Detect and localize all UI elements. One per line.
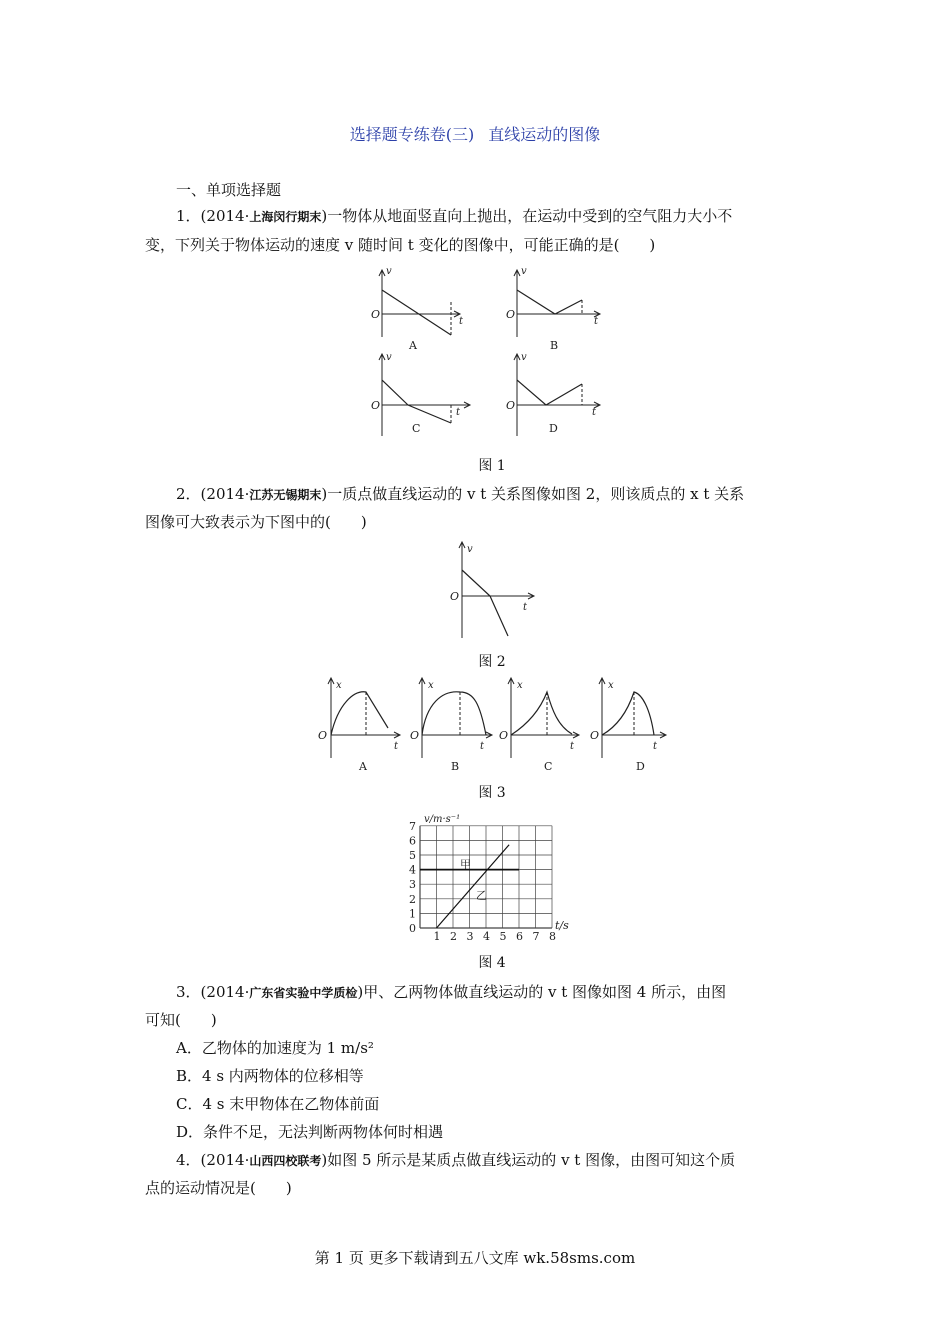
q2-source-close: ) xyxy=(321,485,328,503)
svg-text:O: O xyxy=(590,729,600,742)
svg-text:x: x xyxy=(608,680,614,691)
figure-3-label-a: A xyxy=(359,760,367,773)
question-1-line-1 xyxy=(176,204,732,229)
question-1-line-2: 变，下列关于物体运动的速度 v 随时间 t 变化的图像中，可能正确的是( ) xyxy=(145,236,656,254)
figure-4-y-tick-label: 2 xyxy=(409,892,416,906)
svg-text:t: t xyxy=(523,602,528,613)
section-heading: 一、单项选择题 xyxy=(176,181,282,199)
svg-text:t: t xyxy=(653,741,658,752)
q4-text-a: 如图 5 所示是某质点做直线运动的 v t 图像，由图可知这个质 xyxy=(327,1151,736,1169)
question-2-line-2: 图像可大致表示为下图中的( ) xyxy=(145,513,367,531)
svg-text:O: O xyxy=(506,399,516,412)
svg-text:t: t xyxy=(456,407,461,418)
figure-1-label-b: B xyxy=(550,339,559,352)
figure-3-graph-b xyxy=(410,678,492,773)
figure-1-caption: 图 1 xyxy=(478,458,506,474)
svg-text:x: x xyxy=(428,680,434,691)
q4-source-close: ) xyxy=(321,1151,328,1169)
question-2-line-1 xyxy=(176,482,744,507)
figure-4-y-tick-label: 0 xyxy=(409,922,416,935)
figure-3 xyxy=(314,674,674,778)
svg-text:v: v xyxy=(467,544,473,555)
q3-source-name: 广东省实验中学质检 xyxy=(249,986,358,1000)
q3-number: 3． xyxy=(176,983,201,1001)
figure-4-y-tick-label: 5 xyxy=(409,849,416,862)
figure-4-ylabel: v/m·s⁻¹ xyxy=(424,814,461,825)
figure-3-graph-c xyxy=(499,678,579,773)
figure-3-graph-d xyxy=(590,678,666,773)
q2-text-a: 一质点做直线运动的 v t 关系图像如图 2，则该质点的 x t 关系 xyxy=(327,485,745,503)
figure-4-chart xyxy=(400,808,580,948)
q3-source-year: (2014· xyxy=(200,983,250,1001)
q3-choice-d: D．条件不足，无法判断两物体何时相遇 xyxy=(176,1123,444,1141)
q4-source-name: 山西四校联考 xyxy=(249,1154,322,1168)
svg-text:t: t xyxy=(594,316,599,327)
title-sub: 直线运动的图像 xyxy=(488,125,601,144)
svg-text:t: t xyxy=(592,407,597,418)
figure-3-caption: 图 3 xyxy=(478,785,506,801)
figure-4-y-tick-label: 1 xyxy=(409,907,416,921)
figure-4-x-tick-label: 3 xyxy=(466,930,474,943)
svg-text:t: t xyxy=(570,741,575,752)
question-4-line-2: 点的运动情况是( ) xyxy=(145,1179,292,1197)
svg-text:v: v xyxy=(386,352,392,363)
q2-number: 2． xyxy=(176,485,201,503)
q2-source-year: (2014· xyxy=(200,485,250,503)
figure-4-xlabel: t/s xyxy=(555,919,569,932)
q3-choice-c: C．4 s 末甲物体在乙物体前面 xyxy=(176,1095,380,1113)
figure-1-graph-a xyxy=(371,266,464,352)
figure-1-label-d: D xyxy=(549,422,558,435)
svg-text:O: O xyxy=(499,729,509,742)
figure-4-label-jia: 甲 xyxy=(460,858,471,871)
svg-text:x: x xyxy=(336,680,342,691)
figure-4-caption: 图 4 xyxy=(478,955,506,971)
figure-3-label-c: C xyxy=(544,760,553,773)
q2-source-name: 江苏无锡期末 xyxy=(249,488,322,502)
q4-number: 4． xyxy=(176,1151,201,1169)
figure-4-y-tick-label: 3 xyxy=(409,878,416,892)
svg-text:O: O xyxy=(450,590,460,603)
figure-4-x-tick-label: 6 xyxy=(516,930,523,943)
figure-4-y-tick-label: 4 xyxy=(409,863,416,877)
title-main: 选择题专练卷(三) xyxy=(349,125,475,144)
q1-source-name: 上海闵行期末 xyxy=(249,210,322,224)
svg-text:O: O xyxy=(318,729,328,742)
figure-1-label-a: A xyxy=(409,339,417,352)
q1-text-a: 一物体从地面竖直向上抛出，在运动中受到的空气阻力大小不 xyxy=(327,207,733,225)
q1-source-year: (2014· xyxy=(200,207,250,225)
q1-source-close: ) xyxy=(321,207,328,225)
figure-2-caption: 图 2 xyxy=(478,654,506,670)
figure-3-label-d: D xyxy=(636,760,645,773)
question-3-line-2: 可知( ) xyxy=(145,1011,217,1029)
q4-source-year: (2014· xyxy=(200,1151,250,1169)
svg-text:O: O xyxy=(371,308,381,321)
q3-choice-b: B．4 s 内两物体的位移相等 xyxy=(176,1067,364,1085)
figure-1 xyxy=(360,262,610,442)
svg-text:t: t xyxy=(394,741,399,752)
figure-1-label-c: C xyxy=(412,422,421,435)
q3-choice-a: A．乙物体的加速度为 1 m/s² xyxy=(176,1039,374,1057)
figure-3-label-b: B xyxy=(451,760,460,773)
question-4-line-1 xyxy=(176,1148,735,1173)
page-title xyxy=(0,122,950,145)
svg-text:O: O xyxy=(506,308,516,321)
figure-2 xyxy=(440,538,540,642)
figure-4-label-yi: 乙 xyxy=(476,889,487,902)
svg-text:v: v xyxy=(521,266,527,277)
figure-4-series-yi xyxy=(437,845,510,928)
question-3-line-1 xyxy=(176,980,726,1005)
figure-1-graph-c xyxy=(371,352,470,436)
figure-4-y-tick-label: 6 xyxy=(409,834,416,848)
figure-1-graph-b xyxy=(506,266,600,352)
svg-text:x: x xyxy=(517,680,523,691)
q3-source-close: ) xyxy=(357,983,364,1001)
q3-text-a: 甲、乙两物体做直线运动的 v t 图像如图 4 所示，由图 xyxy=(363,983,727,1001)
svg-text:O: O xyxy=(371,399,381,412)
figure-4-y-tick-label: 7 xyxy=(409,819,416,833)
figure-1-graph-d xyxy=(506,352,600,436)
page-footer: 第 1 页 更多下载请到五八文库 wk.58sms.com xyxy=(314,1249,636,1267)
svg-text:v: v xyxy=(386,266,392,277)
figure-4-x-tick-label: 4 xyxy=(483,930,490,943)
svg-text:t: t xyxy=(480,741,485,752)
svg-text:v: v xyxy=(521,352,527,363)
figure-4-x-tick-label: 7 xyxy=(532,930,540,943)
figure-4-x-tick-label: 2 xyxy=(450,930,457,943)
figure-3-graph-a xyxy=(318,678,400,773)
svg-text:O: O xyxy=(410,729,420,742)
figure-4-x-tick-label: 1 xyxy=(433,930,441,943)
svg-text:t: t xyxy=(459,316,464,327)
figure-4-x-tick-label: 8 xyxy=(549,930,556,943)
q1-number: 1． xyxy=(176,207,201,225)
figure-4-x-tick-label: 5 xyxy=(499,930,507,943)
